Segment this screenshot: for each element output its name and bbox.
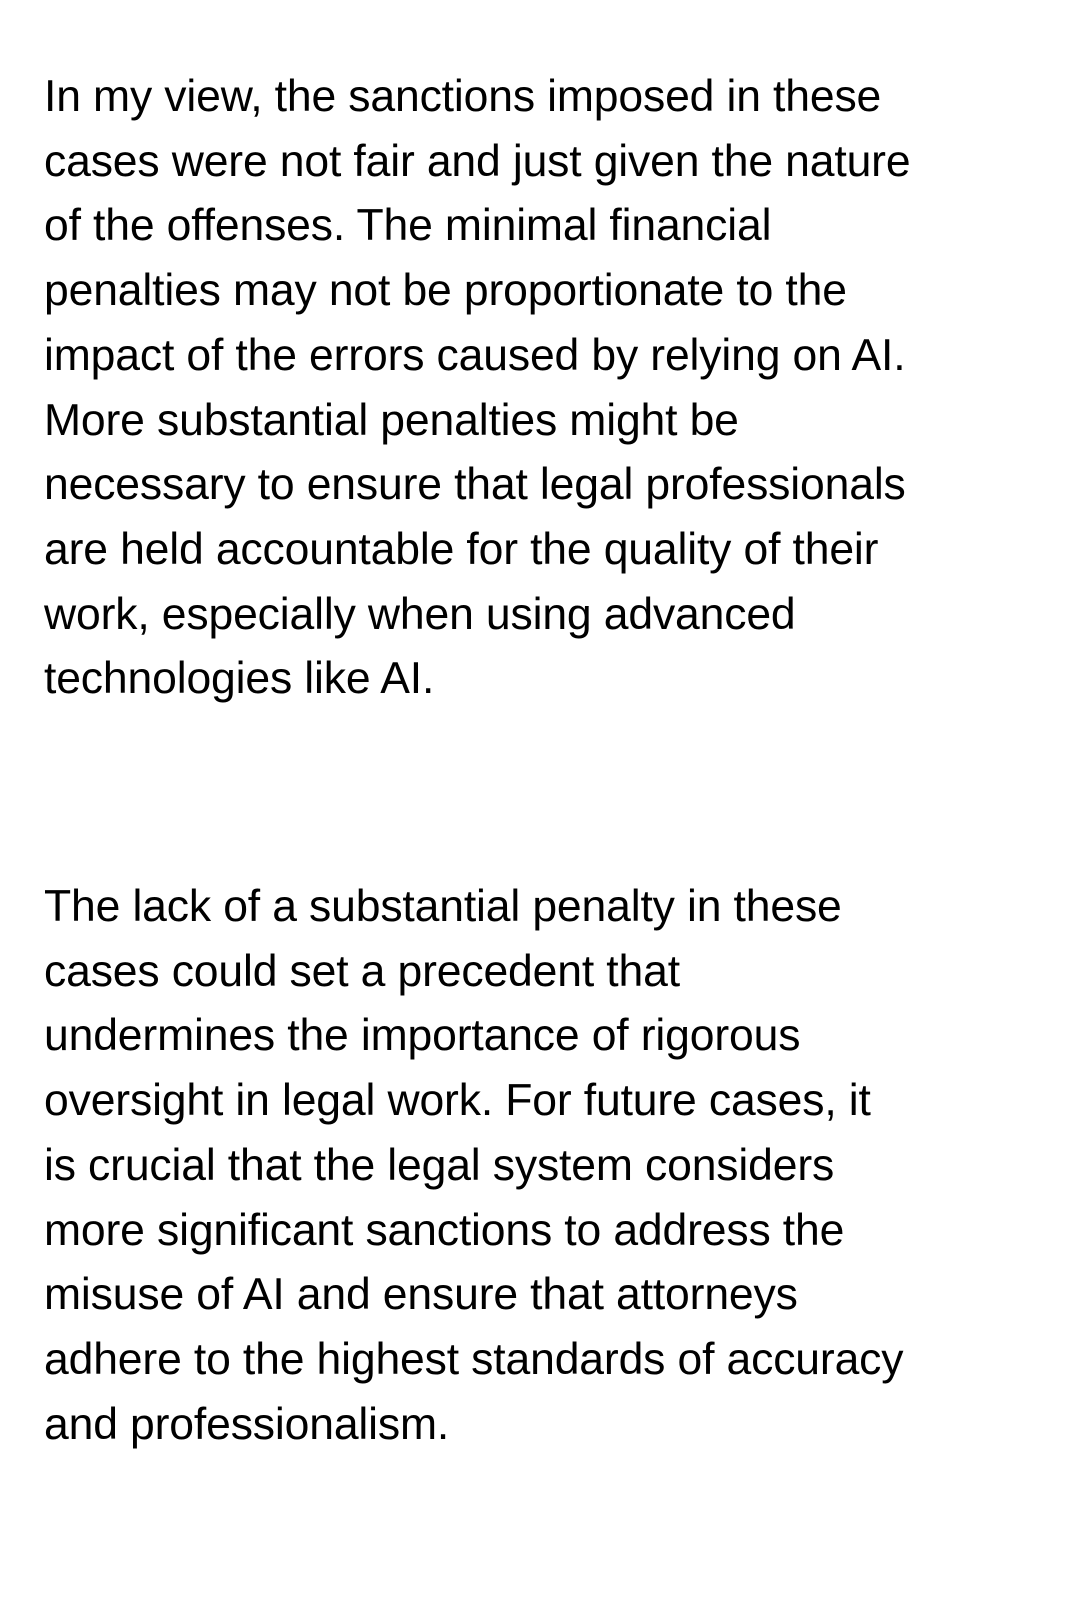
text-line: is crucial that the legal system considers xyxy=(44,1140,835,1190)
text-line: undermines the importance of rigorous xyxy=(44,1011,801,1061)
text-line: technologies like AI. xyxy=(44,654,435,704)
text-line: of the offenses. The minimal financial xyxy=(44,201,772,251)
paragraph-sanctions-view xyxy=(44,65,1044,712)
text-line: penalties may not be proportionate to the xyxy=(44,266,847,316)
text-line: cases were not fair and just given the nature xyxy=(44,136,911,186)
text-line: are held accountable for the quality of their xyxy=(44,524,879,574)
text-line: and professionalism. xyxy=(44,1399,450,1449)
text-line: misuse of AI and ensure that attorneys xyxy=(44,1270,798,1320)
text-line: adhere to the highest standards of accuracy xyxy=(44,1334,904,1384)
text-line: The lack of a substantial penalty in these xyxy=(44,882,842,931)
paragraph-future-cases xyxy=(44,875,1044,1457)
text-line: work, especially when using advanced xyxy=(44,589,796,639)
text-line: impact of the errors caused by relying on AI. xyxy=(44,330,906,380)
text-line: In my view, the sanctions imposed in these xyxy=(44,72,882,121)
text-line: More substantial penalties might be xyxy=(44,395,739,445)
text-line: oversight in legal work. For future cases, it xyxy=(44,1076,871,1126)
text-line: necessary to ensure that legal professionals xyxy=(44,460,906,510)
text-line: cases could set a precedent that xyxy=(44,946,680,996)
text-line: more significant sanctions to address the xyxy=(44,1205,845,1255)
